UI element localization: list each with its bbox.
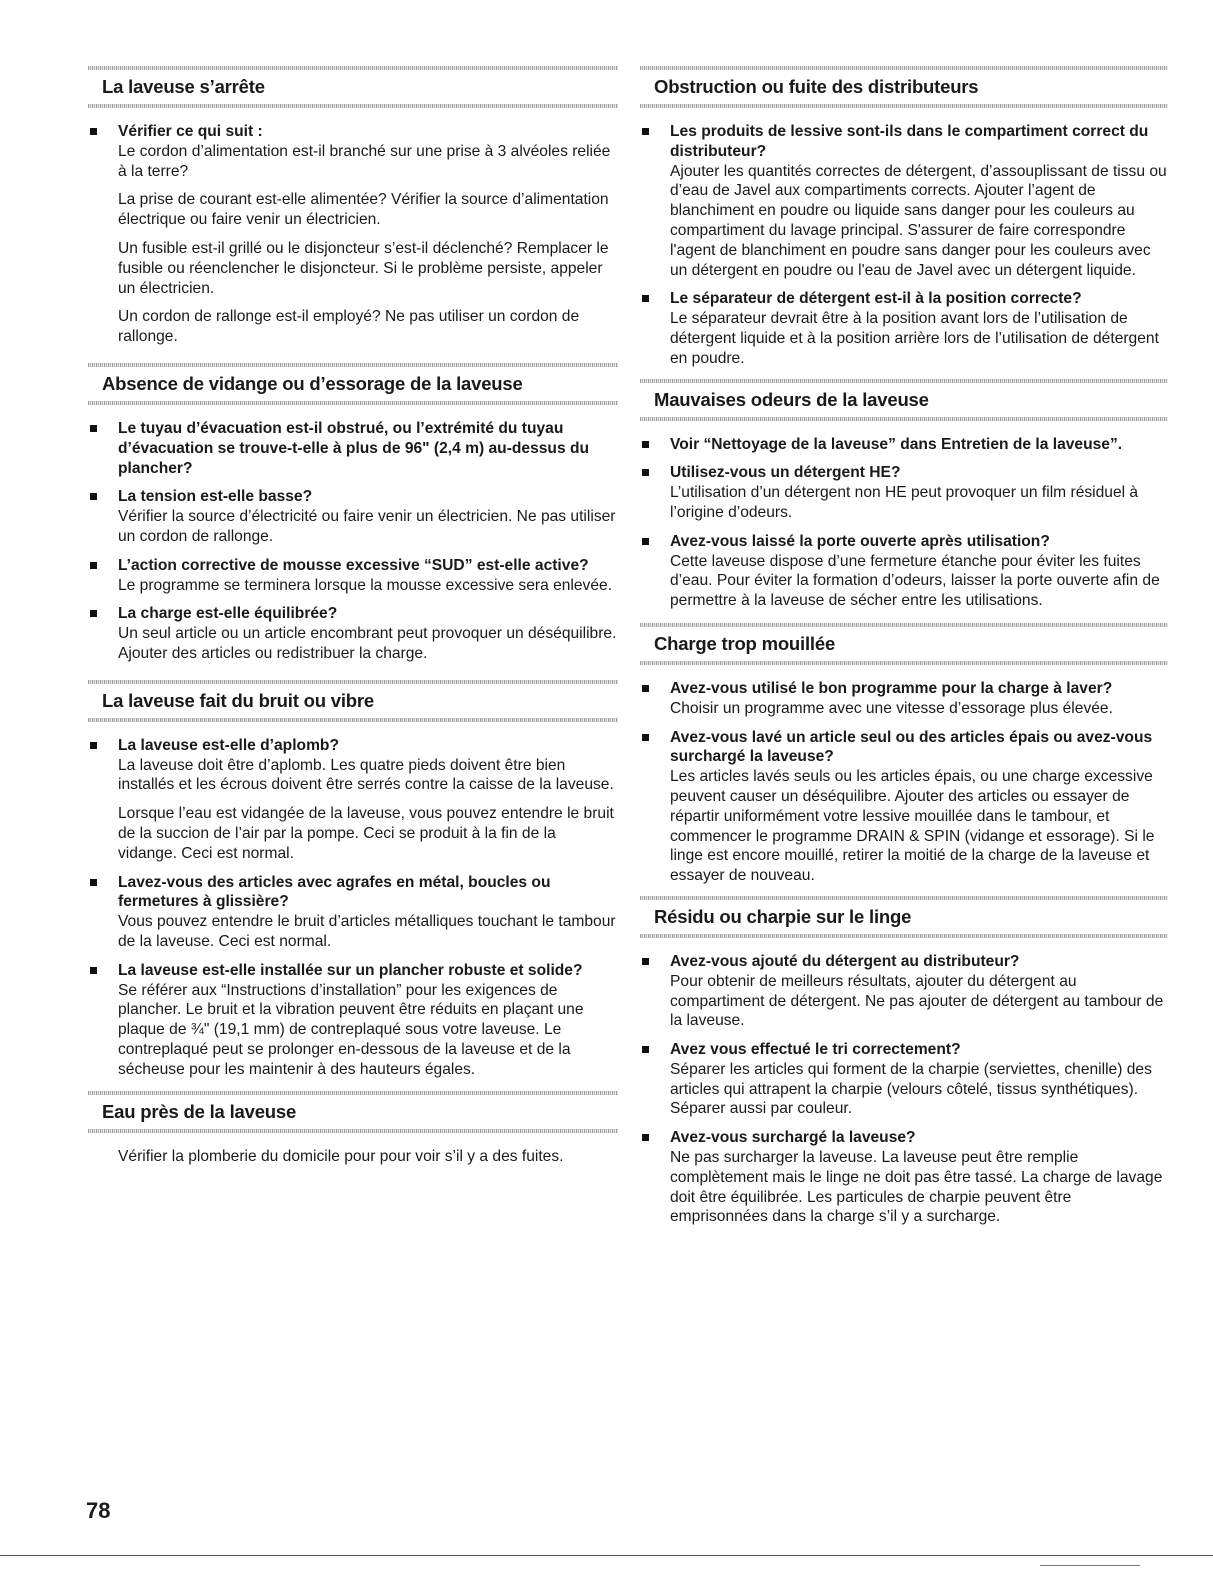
check-answer: Ajouter les quantités correctes de détergent, d’assouplissant de tissu ou d’eau de Javel aux compartiments corrects. Ajouter l’agent de blanchiment en poudre ou liquide sans danger pour les couleurs au compartiment du lavage principal. S'assurer de faire correspondre l'agent de blanchiment en poudre sans danger pour les couleurs avec un détergent en poudre ou l'eau de Javel avec un détergent liquide. (670, 162, 1167, 279)
check-answer: Se référer aux “Instructions d’installation” pour les exigences de plancher. Le bruit et la vibration peuvent être réduits en plaçant une plaque de ¾" (19,1 mm) de contreplaqué sous votre laveuse. Le contreplaqué peut se prolonger en-dessous de la laveuse et de la sécheuse pour les maintenir à des hauteurs égales. (118, 981, 584, 1078)
check-item (88, 961, 618, 1080)
section-rule-top (88, 1091, 618, 1095)
check-item (640, 952, 1168, 1031)
check-item (88, 736, 618, 864)
check-item (88, 487, 618, 546)
bullet-icon (90, 967, 97, 974)
check-list (88, 419, 618, 664)
section-title: Résidu ou charpie sur le linge (654, 905, 912, 927)
check-answer: Choisir un programme avec une vitesse d’essorage plus élevée. (670, 699, 1113, 717)
check-question: La tension est-elle basse? (118, 488, 313, 506)
check-answer: Un seul article ou un article encombrant peut provoquer un déséquilibre. Ajouter des articles ou redistribuer la charge. (118, 625, 617, 662)
troubleshooting-section (88, 66, 618, 347)
bullet-icon (642, 441, 649, 448)
check-list (640, 122, 1168, 369)
section-rule-bottom (88, 1129, 618, 1133)
check-item (640, 679, 1168, 719)
section-rule-bottom (640, 104, 1168, 108)
bullet-icon (90, 879, 97, 886)
check-item (88, 122, 618, 347)
check-question: Lavez-vous des articles avec agrafes en métal, boucles ou fermetures à glissière? (118, 873, 551, 911)
section-title: La laveuse s’arrête (102, 76, 265, 97)
bullet-icon (642, 685, 649, 692)
check-question: L’action corrective de mousse excessive “SUD” est-elle active? (118, 556, 589, 574)
bullet-icon (642, 958, 649, 965)
check-answer: La prise de courant est-elle alimentée? Vérifier la source d’alimentation électrique ou faire venir un électricien. (118, 191, 609, 229)
check-question: Avez-vous surchargé la laveuse? (670, 1129, 916, 1147)
section-rule-top (640, 623, 1168, 627)
check-answer: Le cordon d’alimentation est-il branché sur une prise à 3 alvéoles reliée à la terre? (118, 142, 611, 180)
check-item (88, 556, 618, 596)
troubleshooting-section (88, 1091, 618, 1167)
check-item (640, 289, 1168, 368)
check-list (640, 679, 1168, 886)
bullet-icon (90, 128, 97, 135)
check-answer: Les articles lavés seuls ou les articles épais, ou une charge excessive peuvent causer un déséquilibre. Ajouter des articles ou essayer de répartir uniformément votre lessive mouillée dans le tambour, et commencer le programme DRAIN & SPIN (vidange et essorage). Si le linge est encore mouillé, retirer la moitié de la charge de la laveuse et essayer de nouveau. (670, 768, 1155, 885)
check-item (88, 419, 618, 478)
check-answer: Le programme se terminera lorsque la mousse excessive sera enlevée. (118, 576, 613, 594)
check-list (640, 952, 1168, 1227)
section-title: La laveuse fait du bruit ou vibre (102, 689, 374, 711)
check-list (88, 736, 618, 1080)
section-title: Eau près de la laveuse (102, 1101, 297, 1123)
check-answer: L’utilisation d’un détergent non HE peut provoquer un film résiduel à l’origine d’odeurs. (670, 484, 1139, 521)
troubleshooting-section (640, 379, 1168, 611)
section-title: Obstruction ou fuite des distributeurs (654, 76, 979, 97)
check-question: Utilisez-vous un détergent HE? (670, 464, 901, 482)
section-rule-top (88, 363, 618, 367)
check-question: Voir “Nettoyage de la laveuse” dans Entretien de la laveuse”. (670, 435, 1123, 453)
section-rule-bottom (88, 718, 618, 722)
troubleshooting-section (640, 896, 1168, 1227)
check-question: La laveuse est-elle d’aplomb? (118, 736, 339, 754)
bullet-icon (642, 1134, 649, 1141)
check-item (640, 1128, 1168, 1227)
section-rule-bottom (640, 661, 1168, 665)
check-answer: Ne pas surcharger la laveuse. La laveuse peut être remplie complètement mais le linge ne doit pas être tassé. La charge de lavage doit être équilibrée. Les particules de charpie peuvent être emprisonnées dans la charge s’il y a surcharge. (670, 1149, 1163, 1226)
section-text: Vérifier la plomberie du domicile pour pour voir s’il y a des fuites. (118, 1148, 564, 1166)
bullet-icon (642, 538, 649, 545)
check-question: Vérifier ce qui suit : (118, 123, 263, 140)
check-question: La charge est-elle équilibrée? (118, 605, 338, 623)
section-title: Charge trop mouillée (654, 632, 836, 654)
bullet-icon (642, 1046, 649, 1053)
section-rule-bottom (640, 934, 1168, 938)
bullet-icon (90, 610, 97, 617)
check-list (640, 435, 1168, 611)
right-column (640, 66, 1168, 1236)
section-rule-top (640, 66, 1168, 70)
check-item (640, 122, 1168, 280)
check-answer: Séparer les articles qui forment de la charpie (serviettes, chenille) des articles qui attrapent la charpie (velours côtelé, tissus synthétiques). Séparer aussi par couleur. (670, 1060, 1152, 1118)
check-question: Avez-vous laissé la porte ouverte après utilisation? (670, 532, 1050, 550)
check-question: La laveuse est-elle installée sur un plancher robuste et solide? (118, 961, 583, 979)
check-question: Le séparateur de détergent est-il à la position correcte? (670, 290, 1082, 308)
bottom-divider (0, 1555, 1213, 1556)
troubleshooting-section (88, 363, 618, 664)
troubleshooting-section (88, 680, 618, 1080)
check-question: Avez-vous ajouté du détergent au distributeur? (670, 952, 1020, 970)
bottom-divider-short (1040, 1565, 1140, 1566)
section-rule-top (88, 66, 618, 70)
section-title: Mauvaises odeurs de la laveuse (654, 388, 929, 410)
bullet-icon (90, 425, 97, 432)
section-rule-top (640, 379, 1168, 383)
check-question: Les produits de lessive sont-ils dans le compartiment correct du distributeur? (670, 123, 1149, 160)
bullet-icon (90, 493, 97, 500)
section-title: Absence de vidange ou d’essorage de la laveuse (102, 372, 523, 394)
check-item (640, 728, 1168, 886)
check-answer: Vous pouvez entendre le bruit d’articles métalliques touchant le tambour de la laveuse. Ceci est normal. (118, 913, 616, 950)
check-answer: Un fusible est-il grillé ou le disjoncteur s’est-il déclenché? Remplacer le fusible ou réenclencher le disjoncteur. Si le problème persiste, appeler un électricien. (118, 239, 609, 297)
check-question: Le tuyau d’évacuation est-il obstrué, ou l’extrémité du tuyau d’évacuation se trouve-t-elle à plus de 96" (2,4 m) au-dessus du plancher? (118, 419, 590, 477)
check-answer: Le séparateur devrait être à la position avant lors de l’utilisation de détergent liquide et à la position arrière lors de l’utilisation de détergent en poudre. (670, 310, 1159, 367)
section-rule-bottom (88, 104, 618, 108)
check-answer: La laveuse doit être d’aplomb. Les quatre pieds doivent être bien installés et les écrous doivent être serrés contre la caisse de la laveuse. (118, 756, 614, 794)
bullet-icon (90, 742, 97, 749)
troubleshooting-section (640, 623, 1168, 886)
check-answer: Vérifier la source d’électricité ou faire venir un électricien. Ne pas utiliser un cordon de rallonge. (118, 508, 616, 545)
check-answer: Cette laveuse dispose d’une fermeture étanche pour éviter les fuites d’eau. Pour éviter la formation d’odeurs, laisser la porte ouverte afin de permettre à la laveuse de sécher entre les utilisations. (670, 552, 1160, 610)
check-item (88, 873, 618, 952)
check-answer: Un cordon de rallonge est-il employé? Ne pas utiliser un cordon de rallonge. (118, 308, 580, 346)
check-question: Avez-vous lavé un article seul ou des articles épais ou avez-vous surchargé la laveuse? (670, 728, 1153, 766)
check-list (88, 122, 618, 347)
section-rule-bottom (88, 401, 618, 405)
troubleshooting-section (640, 66, 1168, 369)
check-item (88, 604, 618, 663)
check-answer: Lorsque l’eau est vidangée de la laveuse, vous pouvez entendre le bruit de la succion de l’air par la pompe. Ceci se produit à la fin de la vidange. Ceci est normal. (118, 805, 614, 862)
check-item (640, 435, 1168, 455)
check-item (640, 463, 1168, 522)
check-item (640, 1040, 1168, 1119)
page-number: 78 (86, 1498, 111, 1523)
section-rule-top (640, 896, 1168, 900)
bullet-icon (642, 128, 649, 135)
bullet-icon (642, 295, 649, 302)
left-column (88, 66, 618, 1167)
bullet-icon (90, 562, 97, 569)
bullet-icon (642, 734, 649, 741)
check-answer: Pour obtenir de meilleurs résultats, ajouter du détergent au compartiment de détergent. Ne pas ajouter de détergent au tambour de la laveuse. (670, 972, 1164, 1030)
bullet-icon (642, 469, 649, 476)
section-rule-bottom (640, 417, 1168, 421)
check-question: Avez vous effectué le tri correctement? (670, 1041, 961, 1059)
check-question: Avez-vous utilisé le bon programme pour la charge à laver? (670, 679, 1113, 697)
check-item (640, 532, 1168, 611)
section-rule-top (88, 680, 618, 684)
